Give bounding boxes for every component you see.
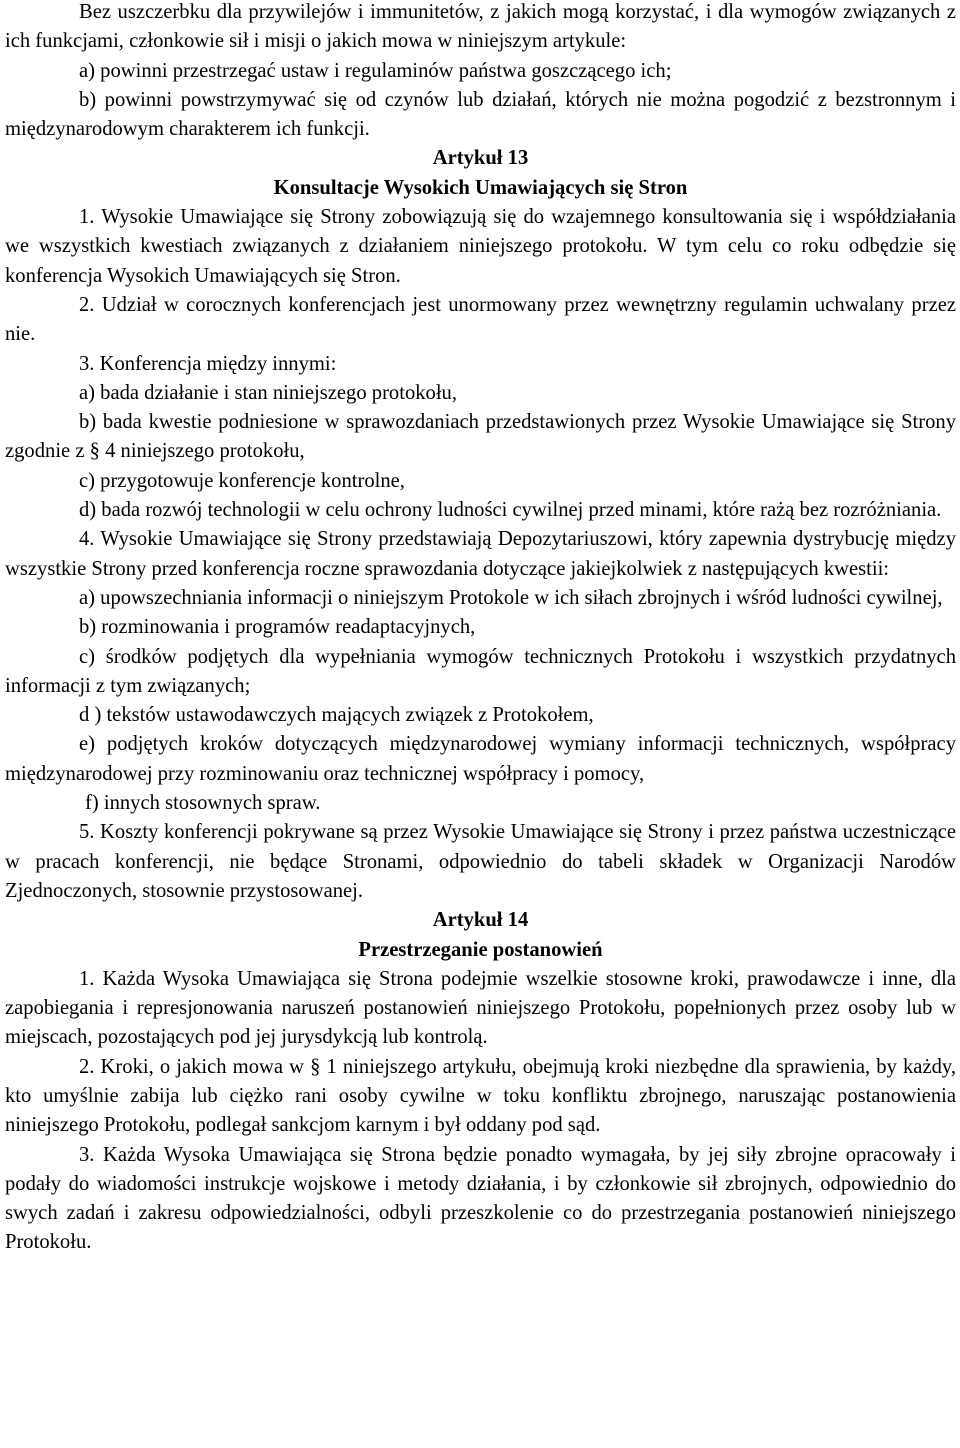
a13-item-4e: e) podjętych kroków dotyczących międzynarodowej wymiany informacji technicznych, współpracy międzynarodowej przy rozminowaniu oraz technicznej współpracy i pomocy, [5, 733, 956, 785]
a13-paragraph-1: 1. Wysokie Umawiające się Strony zobowiązują się do wzajemnego konsultowania się i współdziałania we wszystkich kwestiach związanych z działaniem niniejszego protokołu. W tym celu co roku odbędzie się konferencja Wysokich Umawiających się Stron. [5, 206, 956, 287]
a14-paragraph-1: 1. Każda Wysoka Umawiająca się Strona podejmie wszelkie stosowne kroki, prawodawcze i inne, dla zapobiegania i represjonowania naruszeń postanowień niniejszego Protokołu, popełnionych przez osoby lub w miejscach, pozostających pod jej jurysdykcją lub kontrolą. [5, 967, 956, 1049]
list-item-a: a) powinni przestrzegać ustaw i regulaminów państwa goszczącego ich; [79, 59, 672, 82]
a13-item-4a: a) upowszechniania informacji o niniejszym Protokole w ich siłach zbrojnych i wśród ludności cywilnej, [79, 586, 943, 609]
a13-paragraph-3: 3. Konferencja między innymi: [79, 352, 337, 375]
a13-paragraph-5: 5. Koszty konferencji pokrywane są przez Wysokie Umawiające się Strony i przez państwa uczestniczące w pracach konferencji, nie będące Stronami, odpowiednio do tabeli składek w Organizacji Narodów Zjednoczonych, stosownie przystosowanej. [5, 821, 956, 902]
a13-item-4c: c) środków podjętych dla wypełniania wymogów technicznych Protokołu i wszystkich przydatnych informacji z tym związanych; [5, 645, 956, 697]
article-13-title: Konsultacje Wysokich Umawiających się Stron [273, 176, 688, 199]
list-item-b: b) powinni powstrzymywać się od czynów lub działań, których nie można pogodzić z bezstronnym i międzynarodowym charakterem ich funkcji. [5, 88, 956, 141]
a13-item-a: a) bada działanie i stan niniejszego protokołu, [79, 381, 457, 404]
a13-paragraph-4: 4. Wysokie Umawiające się Strony przedstawiają Depozytariuszowi, który zapewnia dystrybucję między wszystkie Strony przed konferencja roczne sprawozdania dotyczące jakiejkolwiek z następujących kwestii: [5, 528, 956, 580]
a14-paragraph-2: 2. Kroki, o jakich mowa w § 1 niniejszego artykułu, obejmują kroki niezbędne dla sprawienia, by każdy, kto umyślnie zabija lub ciężko rani osoby cywilne w toku konfliktu zbrojnego, naruszając postanowienia niniejszego Protokołu, podlegał sankcjom karnym i był oddany pod sąd. [5, 1055, 956, 1137]
article-13-number: Artykuł 13 [432, 147, 529, 170]
a14-paragraph-3: 3. Każda Wysoka Umawiająca się Strona będzie ponadto wymagała, by jej siły zbrojne opracowały i podały do wiadomości instrukcje wojskowe i metody działania, i by członkowie sił zbrojnych, odpowiednio do swych zadań i zakresu odpowiedzialności, odbyli przeszkolenie co do przestrzegania postanowień niniejszego Protokołu. [5, 1143, 956, 1254]
a13-item-d: d) bada rozwój technologii w celu ochrony ludności cywilnej przed minami, które rażą bez rozróżniania. [79, 499, 942, 522]
a13-item-b: b) bada kwestie podniesione w sprawozdaniach przedstawionych przez Wysokie Umawiające się Strony zgodnie z § 4 niniejszego protokołu, [5, 411, 956, 463]
a13-item-4d: d ) tekstów ustawodawczych mających związek z Protokołem, [79, 704, 594, 727]
intro-paragraph: Bez uszczerbku dla przywilejów i immunitetów, z jakich mogą korzystać, i dla wymogów związanych z ich funkcjami, członkowie sił i misji o jakich mowa w niniejszym artykule: [5, 1, 956, 53]
article-14-title: Przestrzeganie postanowień [358, 938, 603, 961]
a13-item-4f: f) innych stosownych spraw. [85, 792, 321, 815]
a13-item-4b: b) rozminowania i programów readaptacyjnych, [79, 616, 476, 639]
article-14-number: Artykuł 14 [432, 909, 529, 932]
a13-item-c: c) przygotowuje konferencje kontrolne, [79, 469, 405, 492]
a13-paragraph-2: 2. Udział w corocznych konferencjach jest unormowany przez wewnętrzny regulamin uchwalany przez nie. [5, 293, 956, 346]
